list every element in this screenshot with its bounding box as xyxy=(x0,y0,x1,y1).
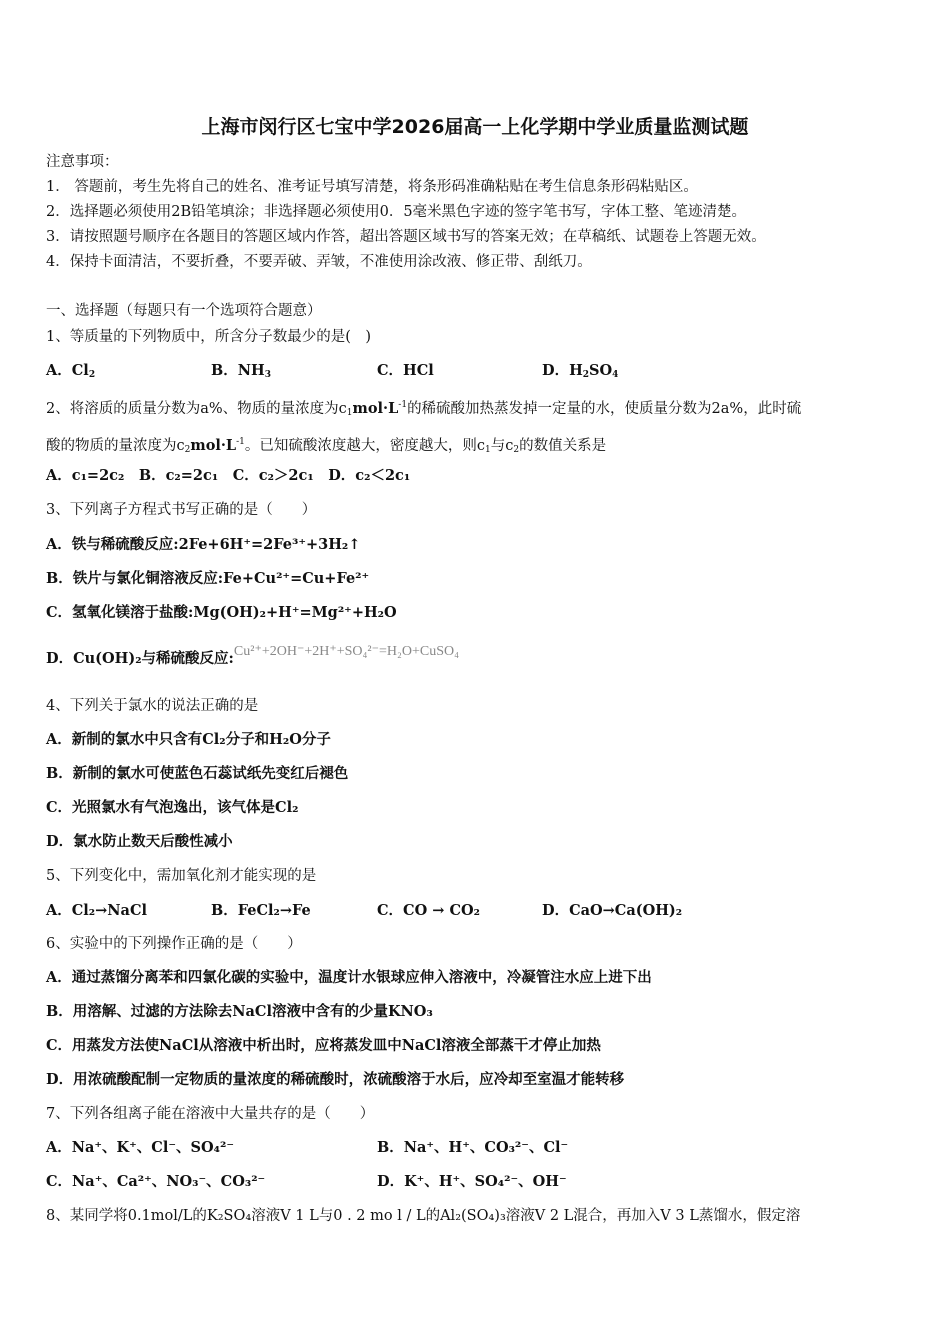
question-4-option-d: D．氯水防止数天后酸性减小 xyxy=(46,833,233,850)
question-3-option-b: B．铁片与氯化铜溶液反应:Fe+Cu²⁺=Cu+Fe²⁺ xyxy=(46,570,370,587)
question-1-option-d: D．$H_2SO_4$ xyxy=(542,362,619,380)
notice-heading: 注意事项： xyxy=(46,154,119,170)
question-6-option-a: A．通过蒸馏分离苯和四氯化碳的实验中，温度计水银球应伸入溶液中，冷凝管注水应上进下出 xyxy=(46,969,652,986)
section-heading: 一、选择题（每题只有一个选项符合题意） xyxy=(46,303,322,319)
question-4-option-c: C．光照氯水有气泡逸出，该气体是Cl₂ xyxy=(46,799,299,816)
question-1-option-b: B．$NH_3$ xyxy=(211,362,271,380)
question-4-option-a: A．新制的氯水中只含有Cl₂分子和H₂O分子 xyxy=(46,731,331,748)
notice-item-3: 3．请按照题号顺序在各题目的答题区域内作答，超出答题区域书写的答案无效；在草稿纸、试题卷上答题无效。 xyxy=(46,229,766,245)
question-7-option-b: B．Na⁺、H⁺、CO₃²⁻、Cl⁻ xyxy=(377,1139,569,1156)
question-8-stem: 8、某同学将0.1mol/L的K₂SO₄溶液V 1 L与0 . 2 mo l / L的Al₂(SO₄)₃溶液V 2 L混合，再加入V 3 L蒸馏水，假定溶 xyxy=(46,1208,801,1224)
question-5-option-d: D．CaO→Ca(OH)₂ xyxy=(542,902,683,919)
page-title: 上海市闵行区七宝中学2026届高一上化学期中学业质量监测试题 xyxy=(201,116,749,138)
notice-item-4: 4．保持卡面清洁，不要折叠，不要弄破、弄皱，不准使用涂改液、修正带、刮纸刀。 xyxy=(46,254,592,270)
question-3-option-d: D．Cu(OH)₂与稀硫酸反应:Cu²⁺+2OH⁻+2H⁺+SO₄²⁻=H₂O+CuSO₄ xyxy=(46,644,460,667)
question-4-stem: 4、下列关于氯水的说法正确的是 xyxy=(46,698,259,714)
question-1-option-c: C．HCl xyxy=(377,362,434,379)
question-2-stem-line-2: 酸的物质的量浓度为$c_2mol\cdot L^{-1}$。已知硫酸浓度越大，密度越大，则$c_1$与$c_2$的数值关系是 xyxy=(46,437,607,455)
question-7-option-c: C．Na⁺、Ca²⁺、NO₃⁻、CO₃²⁻ xyxy=(46,1173,266,1190)
question-3-option-c: C．氢氧化镁溶于盐酸:Mg(OH)₂+H⁺=Mg²⁺+H₂O xyxy=(46,604,397,621)
notice-item-2: 2．选择题必须使用2B铅笔填涂；非选择题必须使用0．5毫米黑色字迹的签字笔书写，字体工整、笔迹清楚。 xyxy=(46,204,747,220)
question-5-option-b: B．FeCl₂→Fe xyxy=(211,902,311,919)
question-2-options: A．c₁=2c₂ B．c₂=2c₁ C．c₂＞2c₁ D．c₂＜2c₁ xyxy=(46,467,411,484)
question-6-option-b: B．用溶解、过滤的方法除去NaCl溶液中含有的少量KNO₃ xyxy=(46,1003,433,1020)
question-3-option-a: A．铁与稀硫酸反应:2Fe+6H⁺=2Fe³⁺+3H₂↑ xyxy=(46,536,361,553)
question-4-option-b: B．新制的氯水可使蓝色石蕊试纸先变红后褪色 xyxy=(46,765,349,782)
question-1-option-a: A．$Cl_2$ xyxy=(46,362,96,380)
notice-item-1: 1． 答题前，考生先将自己的姓名、准考证号填写清楚，将条形码准确粘贴在考生信息条形码粘贴区。 xyxy=(46,179,698,195)
question-1-stem: 1、等质量的下列物质中，所含分子数最少的是( ) xyxy=(46,329,372,345)
question-3-formula: Cu²⁺+2OH⁻+2H⁺+SO₄²⁻=H₂O+CuSO₄ xyxy=(233,644,460,659)
question-2-stem-line-1: 2、将溶质的质量分数为a%、物质的量浓度为$c_1mol\cdot L^{-1}$的稀硫酸加热蒸发掉一定量的水，使质量分数为2a%，此时硫 xyxy=(46,400,802,418)
question-6-option-d: D．用浓硫酸配制一定物质的量浓度的稀硫酸时，浓硫酸溶于水后，应冷却至室温才能转移 xyxy=(46,1071,625,1088)
question-3-stem: 3、下列离子方程式书写正确的是（ ） xyxy=(46,502,317,518)
question-5-option-c: C．CO → CO₂ xyxy=(377,902,480,919)
question-7-stem: 7、下列各组离子能在溶液中大量共存的是（ ） xyxy=(46,1106,375,1122)
question-6-option-c: C．用蒸发方法使NaCl从溶液中析出时，应将蒸发皿中NaCl溶液全部蒸干才停止加热 xyxy=(46,1037,601,1054)
question-6-stem: 6、实验中的下列操作正确的是（ ） xyxy=(46,936,302,952)
question-7-option-a: A．Na⁺、K⁺、Cl⁻、SO₄²⁻ xyxy=(46,1139,234,1156)
question-5-option-a: A．Cl₂→NaCl xyxy=(46,902,147,919)
question-7-option-d: D．K⁺、H⁺、SO₄²⁻、OH⁻ xyxy=(377,1173,567,1190)
question-5-stem: 5、下列变化中，需加氧化剂才能实现的是 xyxy=(46,868,317,884)
